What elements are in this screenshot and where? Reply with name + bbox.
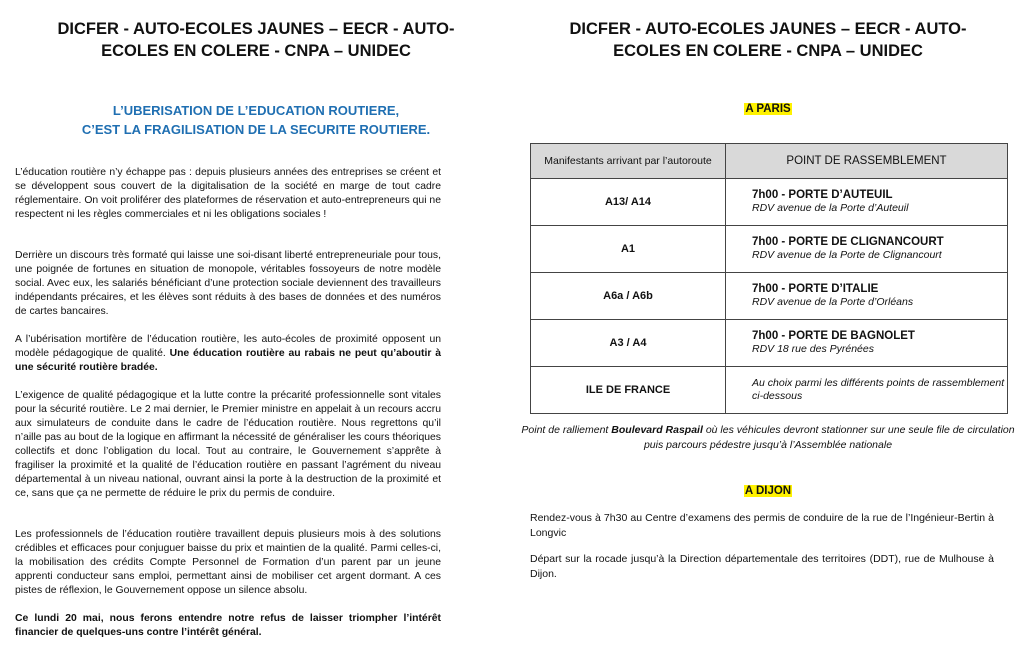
dijon-paragraph-2: Départ sur la rocade jusqu’à la Direction départementale des territoires (DDT), rue de Mulhouse à Dijon. [530, 553, 994, 580]
table-row [531, 320, 1008, 367]
route-cell: A1 [531, 226, 726, 273]
route-cell: A6a / A6b [531, 273, 726, 320]
paragraph-6: Ce lundi 20 mai, nous ferons entendre notre refus de laisser triompher l’intérêt financier de quelques-uns contre l’intérêt général. [15, 613, 441, 638]
table-row [531, 367, 1008, 414]
place-detail: RDV 18 rue des Pyrénées [752, 343, 874, 355]
table-row [531, 226, 1008, 273]
place-detail: RDV avenue de la Porte de Clignancourt [752, 249, 942, 261]
paris-heading: A PARIS [745, 103, 791, 115]
ralliement-place: Boulevard Raspail [611, 424, 703, 436]
dijon-paragraph-1: Rendez-vous à 7h30 au Centre d’examens des permis de conduire de la rue de l’Ingénieur-Bertin à Longvic [530, 512, 994, 539]
table-row [531, 179, 1008, 226]
header-line-1: DICFER - AUTO-ECOLES JAUNES – EECR - AUTO- [569, 20, 967, 38]
place-name: 7h00 - PORTE D’AUTEUIL [752, 189, 893, 201]
place-cell [726, 320, 1008, 367]
place-cell [726, 273, 1008, 320]
header-line-1: DICFER - AUTO-ECOLES JAUNES – EECR - AUTO- [57, 20, 455, 38]
place-name: 7h00 - PORTE DE BAGNOLET [752, 330, 915, 342]
place-cell [726, 367, 1008, 414]
route-cell: A3 / A4 [531, 320, 726, 367]
route-cell: A13/ A14 [531, 179, 726, 226]
subtitle [15, 101, 497, 139]
place-cell [726, 179, 1008, 226]
place-cell [726, 226, 1008, 273]
ralliement-prefix: Point de ralliement [521, 424, 612, 436]
place-name: 7h00 - PORTE D’ITALIE [752, 283, 879, 295]
paragraph-3-bold: Une éducation routière au rabais ne peut qu’aboutir à une sécurité routière bradée. [15, 348, 441, 373]
paragraph-1: L’éducation routière n’y échappe pas : depuis plusieurs années des entreprises se créent et se développent sous couvert de la digitalisation de la société en marge de tout cadre réglementaire. On voit proliférer des plateformes de réservation et auto-entrepreneurs qui ne respectent ni les règles commerciales et ni les obligations sociales ! [15, 167, 441, 220]
paragraph-3-text: A l’ubérisation mortifère de l’éducation routière, les auto-écoles de proximité opposent un modèle pédagogique de qualité. [15, 334, 441, 359]
header-line-2: ECOLES EN COLERE - CNPA – UNIDEC [613, 42, 923, 60]
route-cell: ILE DE FRANCE [531, 367, 726, 414]
table-header-row [531, 144, 1008, 179]
place-detail: Au choix parmi les différents points de rassemblement ci-dessous [752, 377, 1005, 402]
right-header [522, 18, 1014, 62]
place-detail: RDV avenue de la Porte d’Orléans [752, 296, 914, 308]
header-line-2: ECOLES EN COLERE - CNPA – UNIDEC [101, 42, 411, 60]
paragraph-5: Les professionnels de l’éducation routière travaillent depuis plusieurs mois à des solutions crédibles et efficaces pour conjuguer baisse du prix et maintien de la qualité. Parmi celles-ci, la mobilisation des crédits Compte Personnel de Formation d’un parent par un jeune apprenti conducteur sans emploi, permettant ainsi de mobiliser cet argent dormant. A ces pistes de réflexion, le Gouvernement oppose un silence absolu. [15, 529, 441, 596]
left-header [15, 18, 497, 62]
place-name: 7h00 - PORTE DE CLIGNANCOURT [752, 236, 944, 248]
paragraph-3 [15, 333, 441, 375]
paragraph-4: L’exigence de qualité pédagogique et la lutte contre la précarité professionnelle sont vitales pour la sécurité routière. Le 2 mai dernier, le Premier ministre en appelait à un recours accru aux simulateurs de conduite dans le cadre de l’éducation routière. Nous regrettons qu’il n’aille pas au bout de la logique en affirmant la nécessité de généraliser les cours théoriques collectifs et donc l’obligation du local. Tout au contraire, le Gouvernement s’apprête à fragiliser la proximité et la qualité de l’éducation routière en passant l’agrément du niveau départemental à un niveau national, ouvrant ainsi la porte à la destruction de la proximité et ce, sans que ça ne permette de réduire le prix du permis de conduire. [15, 390, 441, 499]
table-row [531, 273, 1008, 320]
paragraph-2: Derrière un discours très formaté qui laisse une soi-disant liberté entrepreneuriale pour tous, une poignée de fortunes en situation de monopole, véritables fossoyeurs de notre modèle social. Avec eux, les salariés bénéficiant d’une protection sociale deviennent des travailleurs indépendants précaires, et les élèves sont réduits à des bases de données et des numéros de cartes bancaires. [15, 250, 441, 317]
table-header-point: POINT DE RASSEMBLEMENT [726, 144, 1008, 179]
ralliement-suffix: où les véhicules devront stationner sur une seule file de circulation puis parcours pédestre jusqu’à l’Assemblée nationale [643, 424, 1015, 451]
dijon-heading: A DIJON [744, 485, 792, 497]
subtitle-line-1: L’UBERISATION DE L’EDUCATION ROUTIERE, [112, 103, 400, 118]
dijon-heading-wrap [512, 481, 1024, 499]
paris-heading-wrap [512, 99, 1024, 117]
place-detail: RDV avenue de la Porte d’Auteuil [752, 202, 909, 214]
table-header-autoroute: Manifestants arrivant par l’autoroute [531, 144, 726, 179]
rassemblement-table [530, 143, 1008, 414]
ralliement-note [512, 423, 1024, 453]
subtitle-line-2: C’EST LA FRAGILISATION DE LA SECURITE ROUTIERE. [81, 122, 431, 137]
